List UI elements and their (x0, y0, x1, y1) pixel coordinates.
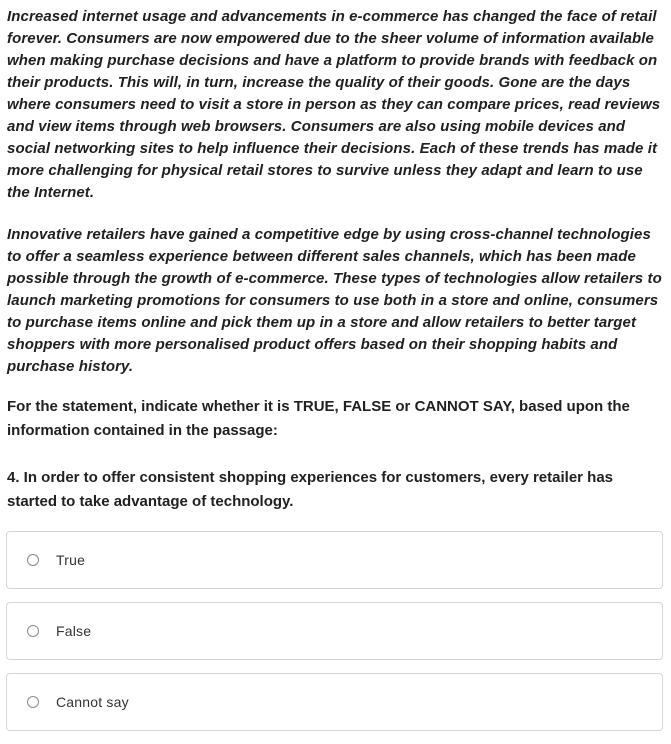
option-false[interactable] (6, 602, 663, 660)
question-text: 4. In order to offer consistent shopping experiences for customers, every retailer has started to take advantage of technology. (7, 469, 614, 510)
option-cannot-say[interactable] (6, 673, 663, 731)
radio-button-icon[interactable] (27, 554, 39, 566)
passage-paragraph-2: Innovative retailers have gained a competitive edge by using cross-channel technologies to offer a seamless experience between different sales channels, which has been made possible through the growth of e-commerce. These types of technologies allow retailers to launch marketing promotions for consumers to use both in a store and online, consumers to purchase items online and pick them up in a store and allow retailers to better target shoppers with more personalised product offers based on their shopping habits and purchase history. (7, 226, 662, 375)
passage-paragraph-1: Increased internet usage and advancements in e-commerce has changed the face of retail forever. Consumers are now empowered due to the sheer volume of information available when making purchase decisions and have a platform to provide brands with feedback on their products. This will, in turn, increase the quality of their goods. Gone are the days where consumers need to visit a store in person as they can compare prices, read reviews and view items through web browsers. Consumers are also using mobile devices and social networking sites to help influence their decisions. Each of these trends has made it more challenging for physical retail stores to survive unless they adapt and learn to use the Internet. (7, 8, 661, 201)
radio-button-icon[interactable] (27, 625, 39, 637)
option-cannot-say-label: Cannot say (56, 694, 129, 710)
option-true[interactable] (6, 531, 663, 589)
answer-options (7, 531, 664, 731)
instruction-text: For the statement, indicate whether it is TRUE, FALSE or CANNOT SAY, based upon the information contained in the passage: (7, 398, 630, 439)
radio-button-icon[interactable] (27, 696, 39, 708)
option-false-label: False (56, 623, 92, 639)
option-true-label: True (56, 552, 86, 568)
